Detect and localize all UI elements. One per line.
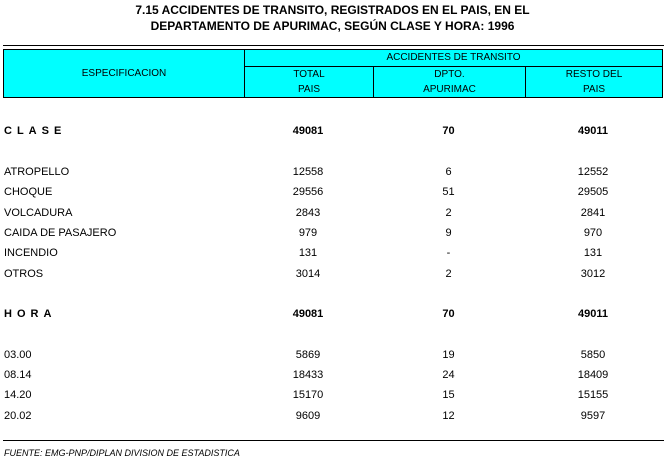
table-row	[0, 410, 665, 426]
row-label: 20.02	[4, 410, 32, 422]
cell-resto: 3012	[580, 268, 606, 280]
cell-resto: 5850	[580, 349, 606, 361]
cell-dpto: 15	[442, 389, 455, 401]
cell-total: 2843	[295, 207, 321, 219]
section-row-hora	[0, 308, 665, 324]
header-group-accidentes: ACCIDENTES DE TRANSITO	[245, 50, 662, 67]
table-row	[0, 227, 665, 243]
header-total-pais	[245, 67, 374, 97]
header-total-pais-line1: TOTAL	[293, 69, 325, 80]
table-row	[0, 247, 665, 263]
cell-dpto: 2	[445, 268, 452, 280]
source-footnote: FUENTE: EMG-PNP/DIPLAN DIVISION DE ESTADISTICA	[4, 448, 240, 458]
table-row	[0, 369, 665, 385]
row-label: 08.14	[4, 369, 32, 381]
table-title-line-1: 7.15 ACCIDENTES DE TRANSITO, REGISTRADOS EN EL PAIS, EN EL	[135, 3, 530, 17]
cell-total: 49081	[292, 308, 324, 320]
header-resto-pais-line2: PAIS	[582, 84, 606, 95]
section-label: CLASE	[4, 125, 67, 137]
section-row-clase	[0, 125, 665, 141]
row-label: VOLCADURA	[4, 207, 73, 219]
table-row	[0, 166, 665, 182]
cell-dpto: 19	[442, 349, 455, 361]
row-label: INCENDIO	[4, 247, 58, 259]
cell-dpto: -	[446, 247, 451, 259]
cell-resto: 2841	[580, 207, 606, 219]
header-total-pais-line2: PAIS	[297, 84, 321, 95]
table-row	[0, 389, 665, 405]
cell-resto: 9597	[580, 410, 606, 422]
cell-resto: 29505	[577, 186, 609, 198]
table-row	[0, 349, 665, 365]
header-dpto-apurimac	[374, 67, 526, 97]
row-label: ATROPELLO	[4, 166, 70, 178]
row-label: OTROS	[4, 268, 44, 280]
header-dpto-apurimac-line1: DPTO.	[434, 69, 465, 80]
cell-dpto: 12	[442, 410, 455, 422]
header-resto-pais	[526, 67, 662, 97]
cell-total: 29556	[292, 186, 324, 198]
cell-dpto: 2	[445, 207, 452, 219]
row-label: CAIDA DE PASAJERO	[4, 227, 117, 239]
cell-total: 12558	[292, 166, 324, 178]
cell-total: 15170	[292, 389, 324, 401]
cell-resto: 15155	[577, 389, 609, 401]
table-header	[3, 49, 663, 98]
cell-resto: 49011	[578, 125, 608, 137]
header-especificacion: ESPECIFICACION	[4, 50, 245, 97]
table-row	[0, 186, 665, 202]
cell-total: 131	[298, 247, 318, 259]
cell-resto: 12552	[577, 166, 609, 178]
cell-dpto: 51	[442, 186, 455, 198]
bottom-rule	[3, 440, 664, 441]
cell-dpto: 70	[442, 308, 455, 320]
cell-resto: 18409	[577, 369, 609, 381]
cell-resto: 970	[583, 227, 603, 239]
table-row	[0, 207, 665, 223]
row-label: 03.00	[4, 349, 32, 361]
header-dpto-apurimac-line2: APURIMAC	[423, 84, 476, 95]
section-label: HORA	[4, 308, 57, 320]
cell-total: 3014	[295, 268, 321, 280]
cell-dpto: 9	[445, 227, 452, 239]
cell-total: 49081	[292, 125, 324, 137]
cell-dpto: 70	[442, 125, 455, 137]
cell-total: 18433	[292, 369, 324, 381]
row-label: 14.20	[4, 389, 32, 401]
cell-total: 9609	[295, 410, 321, 422]
cell-dpto: 6	[445, 166, 452, 178]
header-resto-pais-line1: RESTO DEL	[565, 69, 623, 80]
cell-total: 979	[298, 227, 318, 239]
table-row	[0, 268, 665, 284]
cell-dpto: 24	[442, 369, 455, 381]
table-title-line-2: DEPARTAMENTO DE APURIMAC, SEGÚN CLASE Y HORA: 1996	[150, 19, 515, 33]
cell-resto: 131	[583, 247, 603, 259]
cell-total: 5869	[295, 349, 321, 361]
cell-resto: 49011	[578, 308, 608, 320]
row-label: CHOQUE	[4, 186, 53, 198]
top-rule	[3, 45, 664, 46]
